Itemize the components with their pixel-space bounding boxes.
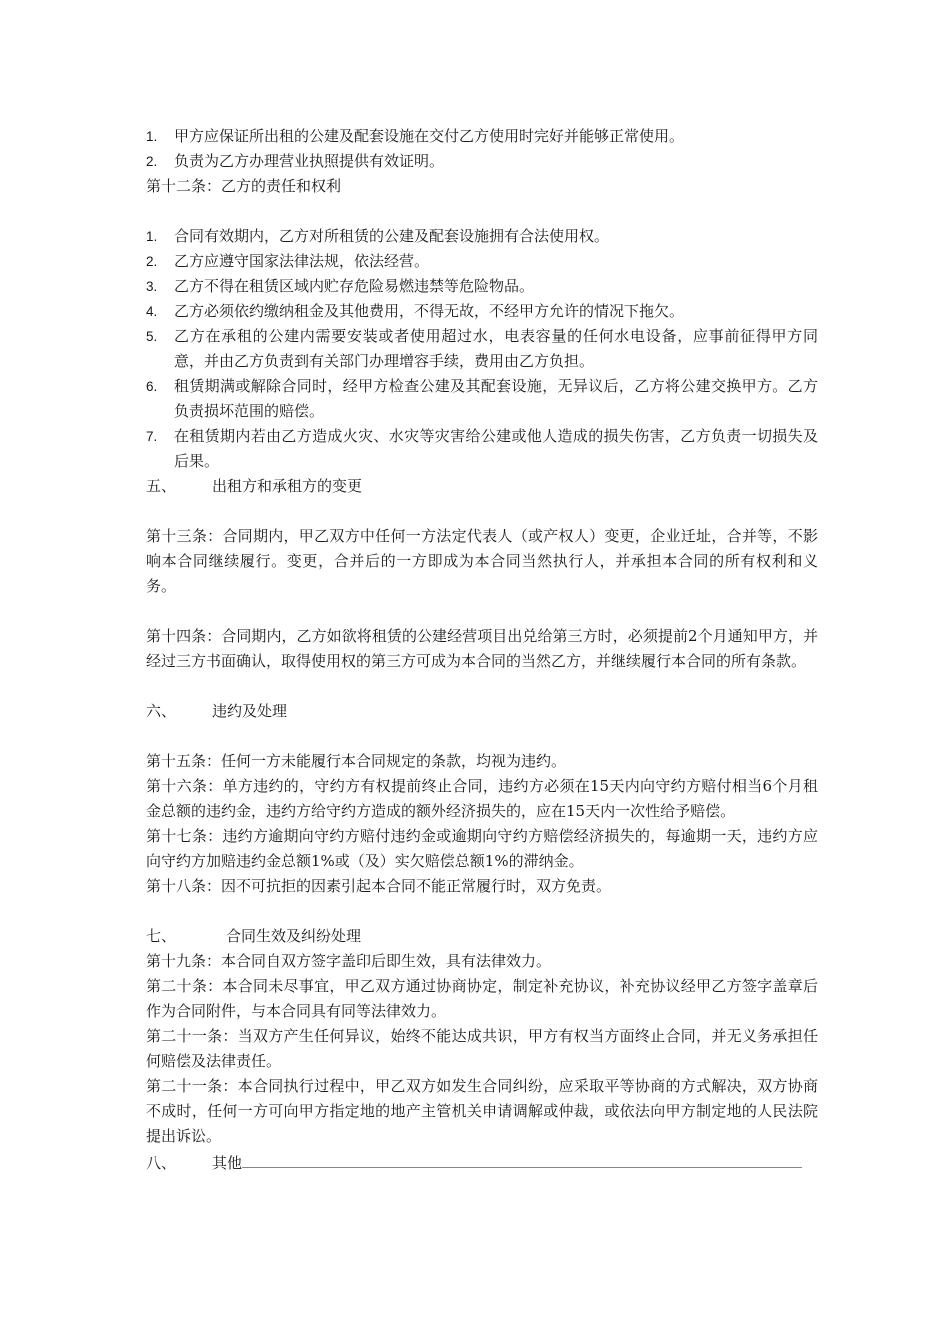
list-text: 在租赁期内若由乙方造成火灾、水灾等灾害给公建或他人造成的损失伤害，乙方负责一切损失及后果。 <box>174 427 818 470</box>
list-text: 乙方应遵守国家法律法规，依法经营。 <box>174 252 430 270</box>
article-19: 第十九条：本合同自双方签字盖印后即生效，具有法律效力。 <box>146 952 552 970</box>
article-21-first: 第二十一条：当双方产生任何异议，始终不能达成共识，甲方有权当方面终止合同，并无义务承担任何赔偿及法律责任。 <box>146 1027 818 1070</box>
spacer <box>146 499 818 524</box>
spacer <box>146 674 818 699</box>
list-text: 租赁期满或解除合同时，经甲方检查公建及其配套设施，无异议后，乙方将公建交换甲方。乙方负责损坏范围的赔偿。 <box>174 377 818 420</box>
list-number: 1. <box>146 129 158 144</box>
list-item <box>146 274 818 299</box>
list-text: 乙方不得在租赁区域内贮存危险易燃违禁等危险物品。 <box>174 277 535 295</box>
section-title: 违约及处理 <box>212 702 288 720</box>
list-text: 甲方应保证所出租的公建及配套设施在交付乙方使用时完好并能够正常使用。 <box>174 127 685 145</box>
list-number: 4. <box>146 304 158 319</box>
fill-in-blank-line <box>242 1149 802 1168</box>
list-number: 2. <box>146 154 158 169</box>
list-item <box>146 249 818 274</box>
article-14: 第十四条：合同期内，乙方如欲将租赁的公建经营项目出兑给第三方时，必须提前2个月通知甲方，并经过三方书面确认，取得使用权的第三方可成为本合同的当然乙方，并继续履行本合同的所有条款。 <box>146 627 818 670</box>
section-number: 六、 <box>146 702 177 720</box>
list-number: 7. <box>146 429 158 444</box>
list-item <box>146 224 818 249</box>
contract-page <box>146 124 818 1176</box>
article-17: 第十七条：违约方逾期向守约方赔付违约金或逾期向守约方赔偿经济损失的，每逾期一天，违约方应向守约方加赔违约金总额1%或（及）实欠赔偿总额1%的滞纳金。 <box>146 827 818 870</box>
list-item <box>146 374 818 424</box>
section-5-heading <box>146 474 818 499</box>
list-number: 6. <box>146 379 158 394</box>
article-18: 第十八条：因不可抗拒的因素引起本合同不能正常履行时，双方免责。 <box>146 877 612 895</box>
list-item <box>146 324 818 374</box>
section-6-heading <box>146 699 818 724</box>
section-number: 七、 <box>146 927 177 945</box>
article-16: 第十六条：单方违约的，守约方有权提前终止合同，违约方必须在15天内向守约方赔付相当6个月租金总额的违约金，违约方给守约方造成的额外经济损失的，应在15天内一次性给予赔偿。 <box>146 777 818 820</box>
section-8-heading <box>146 1149 818 1176</box>
article-15: 第十五条：任何一方未能履行本合同规定的条款，均视为违约。 <box>146 752 567 770</box>
article-12-heading: 第十二条：乙方的责任和权利 <box>146 177 342 195</box>
spacer <box>146 724 818 749</box>
spacer <box>146 199 818 224</box>
list-number: 1. <box>146 229 158 244</box>
list-item <box>146 124 818 149</box>
section-number: 五、 <box>146 477 177 495</box>
list-number: 5. <box>146 329 158 344</box>
section-title: 合同生效及纠纷处理 <box>226 927 362 945</box>
article-20: 第二十条：本合同未尽事宜，甲乙双方通过协商协定，制定补充协议，补充协议经甲乙方签字盖章后作为合同附件，与本合同具有同等法律效力。 <box>146 977 818 1020</box>
list-text: 负责为乙方办理营业执照提供有效证明。 <box>174 152 445 170</box>
list-item <box>146 424 818 474</box>
section-number: 八、 <box>146 1154 177 1172</box>
list-item <box>146 149 818 174</box>
list-text: 乙方必须依约缴纳租金及其他费用，不得无故，不经甲方允许的情况下拖欠。 <box>174 302 685 320</box>
spacer <box>146 899 818 924</box>
article-13: 第十三条：合同期内，甲乙双方中任何一方法定代表人（或产权人）变更，企业迁址，合并等，不影响本合同继续履行。变更，合并后的一方即成为本合同当然执行人，并承担本合同的所有权利和义务。 <box>146 527 818 595</box>
list-text: 乙方在承租的公建内需要安装或者使用超过水，电表容量的任何水电设备，应事前征得甲方同意，并由乙方负责到有关部门办理增容手续，费用由乙方负担。 <box>174 327 818 370</box>
section-title: 其他 <box>212 1154 243 1172</box>
list-number: 3. <box>146 279 158 294</box>
spacer <box>146 599 818 624</box>
list-text: 合同有效期内，乙方对所租赁的公建及配套设施拥有合法使用权。 <box>174 227 610 245</box>
section-title: 出租方和承租方的变更 <box>212 477 363 495</box>
list-item <box>146 299 818 324</box>
article-21-second: 第二十一条：本合同执行过程中，甲乙双方如发生合同纠纷，应采取平等协商的方式解决，双方协商不成时，任何一方可向甲方指定地的地产主管机关申请调解或仲裁，或依法向甲方制定地的人民法院提出诉讼。 <box>146 1077 818 1145</box>
section-7-heading <box>146 924 818 949</box>
list-number: 2. <box>146 254 158 269</box>
